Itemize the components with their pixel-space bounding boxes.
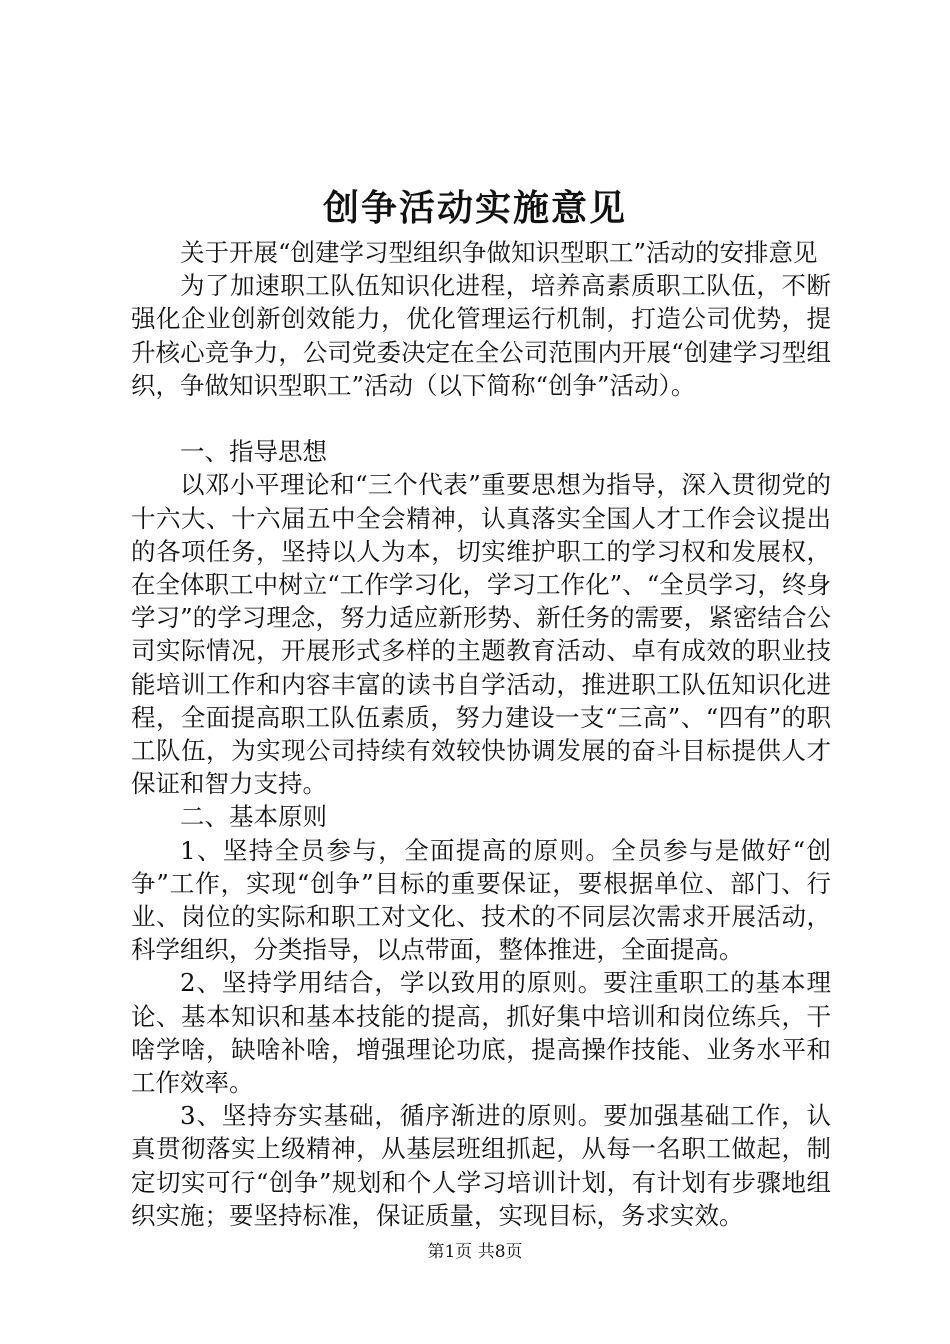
intro-paragraph: 为了加速职工队伍知识化进程，培养高素质职工队伍，不断强化企业创新创效能力，优化管理运行机制，打造公司优势，提升核心竞争力，公司党委决定在全公司范围内开展“创建学习型组织，争做知识型职工”活动（以下简称“创争”活动）。 (131, 271, 831, 400)
principle-1-paragraph: 1、坚持全员参与，全面提高的原则。全员参与是做好“创争”工作，实现“创争”目标的重要保证，要根据单位、部门、行业、岗位的实际和职工对文化、技术的不同层次需求开展活动，科学组织，分类指导，以点带面，整体推进，全面提高。 (131, 835, 831, 965)
section-heading-basic-principles: 二、基本原则 (180, 802, 327, 832)
document-body (131, 236, 831, 1232)
document-title: 创争活动实施意见 (322, 187, 627, 229)
blank-line (131, 402, 831, 435)
principle-3-paragraph: 3、坚持夯实基础，循序渐进的原则。要加强基础工作，认真贯彻落实上级精神，从基层班组抓起，从每一名职工做起，制定切实可行“创争”规划和个人学习培训计划，有计划有步骤地组织实施；要坚持标准，保证质量，实现目标，务求实效。 (131, 1101, 831, 1230)
principle-2-paragraph: 2、坚持学用结合，学以致用的原则。要注重职工的基本理论、基本知识和基本技能的提高，抓好集中培训和岗位练兵，干啥学啥，缺啥补啥，增强理论功底，提高操作技能、业务水平和工作效率。 (131, 968, 831, 1098)
page-footer: 第1页 共8页 (427, 1242, 523, 1262)
section-heading-guiding-ideology: 一、指导思想 (180, 437, 327, 467)
subtitle-paragraph: 关于开展“创建学习型组织争做知识型职工”活动的安排意见 (180, 238, 818, 267)
guiding-ideology-paragraph: 以邓小平理论和“三个代表”重要思想为指导，深入贯彻党的十六大、十六届五中全会精神，认真落实全国人才工作会议提出的各项任务，坚持以人为本，切实维护职工的学习权和发展权，在全体职工中树立“工作学习化，学习工作化”、“全员学习，终身学习”的学习理念，努力适应新形势、新任务的需要，紧密结合公司实际情况，开展形式多样的主题教育活动、卓有成效的职业技能培训工作和内容丰富的读书自学活动，推进职工队伍知识化进程，全面提高职工队伍素质，努力建设一支“三高”、“四有”的职工队伍，为实现公司持续有效较快协调发展的奋斗目标提供人才保证和智力支持。 (131, 470, 831, 799)
